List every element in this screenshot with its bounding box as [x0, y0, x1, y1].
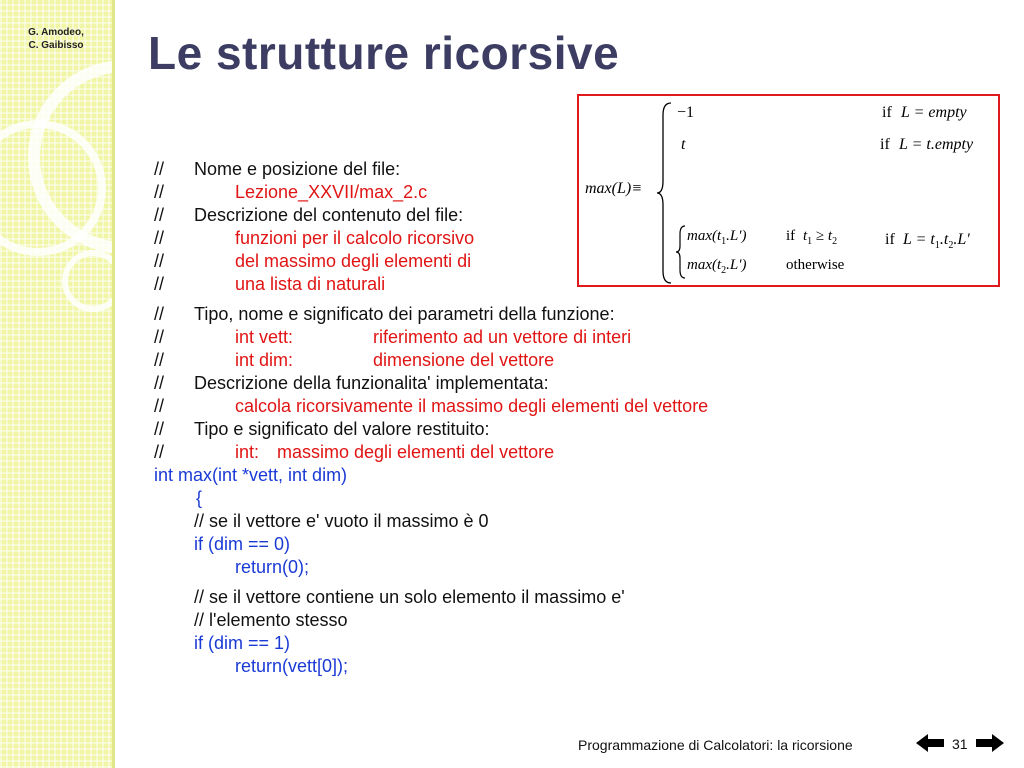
case3-condition: $L = t_1.t_2.L'$ — [903, 231, 970, 252]
comment-text: una lista di naturali — [235, 274, 386, 294]
decorative-ring — [62, 250, 113, 312]
case1-condition: L = empty — [901, 104, 967, 121]
return-statement: return(0); — [235, 557, 310, 577]
param-name: int vett: — [235, 327, 294, 347]
comment-marker: // — [154, 251, 165, 271]
comment-marker: // — [154, 205, 165, 225]
inner2-condition: otherwise — [786, 257, 845, 273]
author-line: C. Gaibisso — [28, 40, 84, 51]
case2-condition: L = t.empty — [899, 136, 974, 153]
code-comment: // se il vettore e' vuoto il massimo è 0 — [194, 511, 489, 531]
inner1-value: $\max(t_1.L')$ — [687, 228, 747, 247]
comment-marker: // — [154, 274, 165, 294]
return-description: massimo degli elementi del vettore — [277, 442, 555, 462]
inner1-if: if — [786, 228, 796, 244]
open-brace: { — [196, 488, 203, 508]
formula-box — [577, 94, 1000, 287]
comment-marker: // — [154, 228, 165, 248]
comment-marker: // — [154, 304, 165, 324]
comment-marker: // — [154, 327, 165, 347]
case3-if: if — [885, 231, 895, 248]
comment-text: Descrizione della funzionalita' implementata: — [194, 373, 549, 393]
comment-text: del massimo degli elementi di — [235, 251, 472, 271]
return-type: int: — [235, 442, 260, 462]
comment-text: calcola ricorsivamente il massimo degli elementi del vettore — [235, 396, 709, 416]
comment-text: funzioni per il calcolo ricorsivo — [235, 228, 475, 248]
function-signature: int max(int *vett, int dim) — [154, 465, 348, 485]
sidebar-divider — [112, 0, 115, 768]
case2-if: if — [880, 136, 890, 153]
return-statement: return(vett[0]); — [235, 656, 349, 676]
decorative-sidebar — [0, 0, 113, 768]
comment-marker: // — [154, 442, 165, 462]
case1-if: if — [882, 104, 892, 121]
footer-title: Programmazione di Calcolatori: la ricorsione — [578, 737, 853, 753]
param-name: int dim: — [235, 350, 294, 370]
inner1-condition: $t_1 \ge t_2$ — [803, 228, 838, 247]
code-comment: // l'elemento stesso — [194, 610, 348, 630]
case1-value: −1 — [677, 104, 695, 121]
author-line: G. Amodeo, — [28, 27, 84, 38]
comment-text: Lezione_XXVII/max_2.c — [235, 182, 428, 202]
comment-marker: // — [154, 182, 165, 202]
authors — [6, 26, 106, 52]
case2-value: t — [681, 136, 686, 153]
formula-lhs: max(L)≡ — [585, 180, 643, 197]
comment-text: Tipo e significato del valore restituito: — [194, 419, 490, 439]
param-description: riferimento ad un vettore di interi — [373, 327, 632, 347]
inner-brace-icon — [675, 224, 687, 280]
comment-marker: // — [154, 419, 165, 439]
comment-marker: // — [154, 350, 165, 370]
code-comment: // se il vettore contiene un solo elemento il massimo e' — [194, 587, 625, 607]
right-arrow-icon[interactable] — [975, 733, 1005, 753]
slide-title: Le strutture ricorsive — [148, 27, 620, 79]
comment-text: Tipo, nome e significato dei parametri della funzione: — [194, 304, 615, 324]
page-number: 31 — [952, 736, 968, 752]
comment-text: Nome e posizione del file: — [194, 159, 401, 179]
outer-brace-icon — [655, 101, 675, 285]
if-statement: if (dim == 1) — [194, 633, 291, 653]
comment-marker: // — [154, 396, 165, 416]
comment-marker: // — [154, 373, 165, 393]
inner2-value: $\max(t_2.L')$ — [687, 257, 747, 276]
comment-text: Descrizione del contenuto del file: — [194, 205, 464, 225]
comment-marker: // — [154, 159, 165, 179]
left-arrow-icon[interactable] — [915, 733, 945, 753]
param-description: dimensione del vettore — [373, 350, 555, 370]
if-statement: if (dim == 0) — [194, 534, 291, 554]
